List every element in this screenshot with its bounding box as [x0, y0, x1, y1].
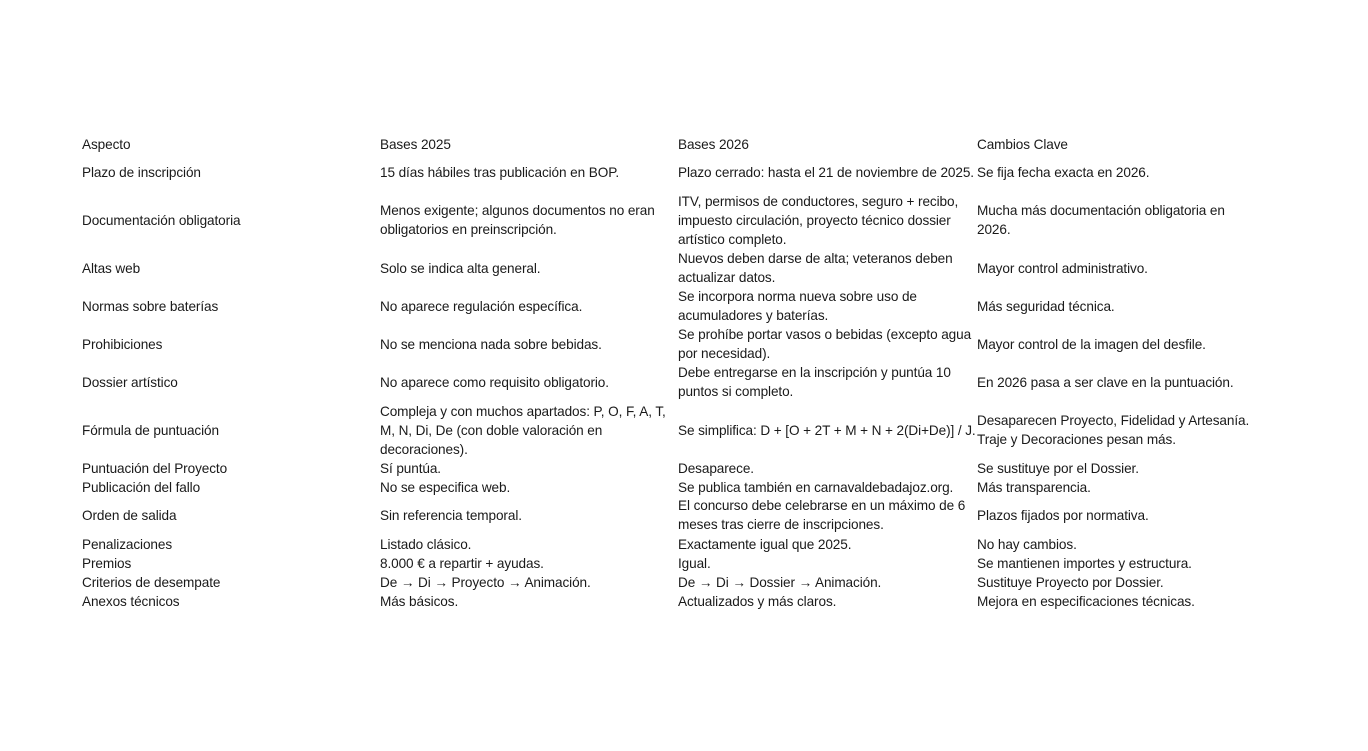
cell-bases-2026: Igual. [678, 556, 711, 571]
cell-bases-2026: ITV, permisos de conductores, seguro + recibo, impuesto circulación, proyecto técnico dossier artístico completo. [678, 193, 959, 247]
cell-aspecto: Altas web [82, 260, 141, 276]
table-row [0, 592, 1368, 611]
cell-aspecto: Publicación del fallo [82, 480, 201, 495]
cell-bases-2025: Más básicos. [380, 594, 459, 609]
cell-bases-2025: Listado clásico. [380, 537, 472, 552]
cell-cambios-clave: Mejora en especificaciones técnicas. [977, 594, 1195, 609]
cell-bases-2026: Nuevos deben darse de alta; veteranos deben actualizar datos. [678, 251, 953, 285]
cell-bases-2025: Compleja y con muchos apartados: P, O, F, A, T, M, N, Di, De (con doble valoración en decoraciones). [380, 403, 666, 457]
header-cambios-clave: Cambios Clave [977, 136, 1068, 152]
table-row [0, 554, 1368, 573]
cell-cambios-clave: Desaparecen Proyecto, Fidelidad y Artesanía. Traje y Decoraciones pesan más. [977, 413, 1250, 447]
cell-aspecto: Normas sobre baterías [82, 298, 219, 314]
table-row [0, 325, 1368, 363]
cell-bases-2026: Se prohíbe portar vasos o bebidas (excepto agua por necesidad). [678, 327, 972, 361]
cell-aspecto: Plazo de inscripción [82, 164, 201, 180]
cell-bases-2025: Menos exigente; algunos documentos no eran obligatorios en preinscripción. [380, 203, 655, 237]
cell-aspecto: Anexos técnicos [82, 594, 180, 609]
cell-cambios-clave: Se mantienen importes y estructura. [977, 556, 1192, 571]
table-row [0, 153, 1368, 191]
table-row [0, 287, 1368, 325]
header-aspecto: Aspecto [82, 136, 131, 152]
header-bases-2025: Bases 2025 [380, 136, 451, 152]
cell-cambios-clave: En 2026 pasa a ser clave en la puntuación. [977, 374, 1234, 390]
cell-bases-2025: Sin referencia temporal. [380, 507, 522, 523]
cell-cambios-clave: No hay cambios. [977, 537, 1077, 552]
cell-bases-2025: Sí puntúa. [380, 461, 441, 476]
cell-bases-2025: No aparece regulación específica. [380, 298, 583, 314]
cell-cambios-clave: Más seguridad técnica. [977, 298, 1115, 314]
cell-aspecto: Dossier artístico [82, 374, 178, 390]
cell-bases-2026: Actualizados y más claros. [678, 594, 837, 609]
table-row [0, 478, 1368, 497]
cell-cambios-clave: Mucha más documentación obligatoria en 2026. [977, 203, 1225, 237]
cell-cambios-clave: Mayor control de la imagen del desfile. [977, 336, 1206, 352]
cell-bases-2025: No se especifica web. [380, 480, 511, 495]
cell-bases-2026: Se simplifica: D + [O + 2T + M + N + 2(Di+De)] / J. [678, 422, 976, 438]
table-header-row [0, 134, 1368, 154]
cell-bases-2026: Debe entregarse en la inscripción y puntúa 10 puntos si completo. [678, 365, 951, 399]
cell-bases-2026: Desaparece. [678, 461, 754, 476]
cell-aspecto: Criterios de desempate [82, 575, 221, 590]
cell-bases-2025: 8.000 € a repartir + ayudas. [380, 556, 544, 571]
cell-aspecto: Prohibiciones [82, 336, 163, 352]
cell-cambios-clave: Sustituye Proyecto por Dossier. [977, 575, 1164, 590]
cell-bases-2026: Se incorpora norma nueva sobre uso de acumuladores y baterías. [678, 289, 917, 323]
cell-aspecto: Documentación obligatoria [82, 212, 241, 228]
header-bases-2026: Bases 2026 [678, 136, 749, 152]
cell-cambios-clave: Mayor control administrativo. [977, 260, 1148, 276]
cell-bases-2025: De → Di → Proyecto → Animación. [380, 575, 591, 590]
cell-cambios-clave: Se sustituye por el Dossier. [977, 461, 1139, 476]
cell-aspecto: Penalizaciones [82, 537, 173, 552]
cell-bases-2025: Solo se indica alta general. [380, 260, 541, 276]
cell-bases-2025: No se menciona nada sobre bebidas. [380, 336, 602, 352]
cell-bases-2026: Plazo cerrado: hasta el 21 de noviembre de 2025. [678, 164, 974, 180]
cell-aspecto: Puntuación del Proyecto [82, 461, 228, 476]
cell-bases-2026: El concurso debe celebrarse en un máximo de 6 meses tras cierre de inscripciones. [678, 498, 966, 532]
cell-bases-2026: De → Di → Dossier → Animación. [678, 575, 882, 590]
cell-bases-2026: Exactamente igual que 2025. [678, 537, 852, 552]
table-row [0, 249, 1368, 287]
table-row [0, 191, 1368, 249]
table-row [0, 535, 1368, 554]
table-row [0, 459, 1368, 478]
cell-bases-2025: 15 días hábiles tras publicación en BOP. [380, 164, 620, 180]
cell-cambios-clave: Más transparencia. [977, 480, 1091, 495]
cell-bases-2026: Se publica también en carnavaldebadajoz.org. [678, 480, 954, 495]
cell-cambios-clave: Plazos fijados por normativa. [977, 507, 1149, 523]
cell-bases-2025: No aparece como requisito obligatorio. [380, 374, 609, 390]
table-row [0, 401, 1368, 459]
cell-aspecto: Fórmula de puntuación [82, 422, 219, 438]
table-row [0, 496, 1368, 534]
table-row [0, 363, 1368, 401]
cell-aspecto: Premios [82, 556, 132, 571]
cell-aspecto: Orden de salida [82, 507, 177, 523]
table-row [0, 573, 1368, 592]
cell-cambios-clave: Se fija fecha exacta en 2026. [977, 164, 1150, 180]
